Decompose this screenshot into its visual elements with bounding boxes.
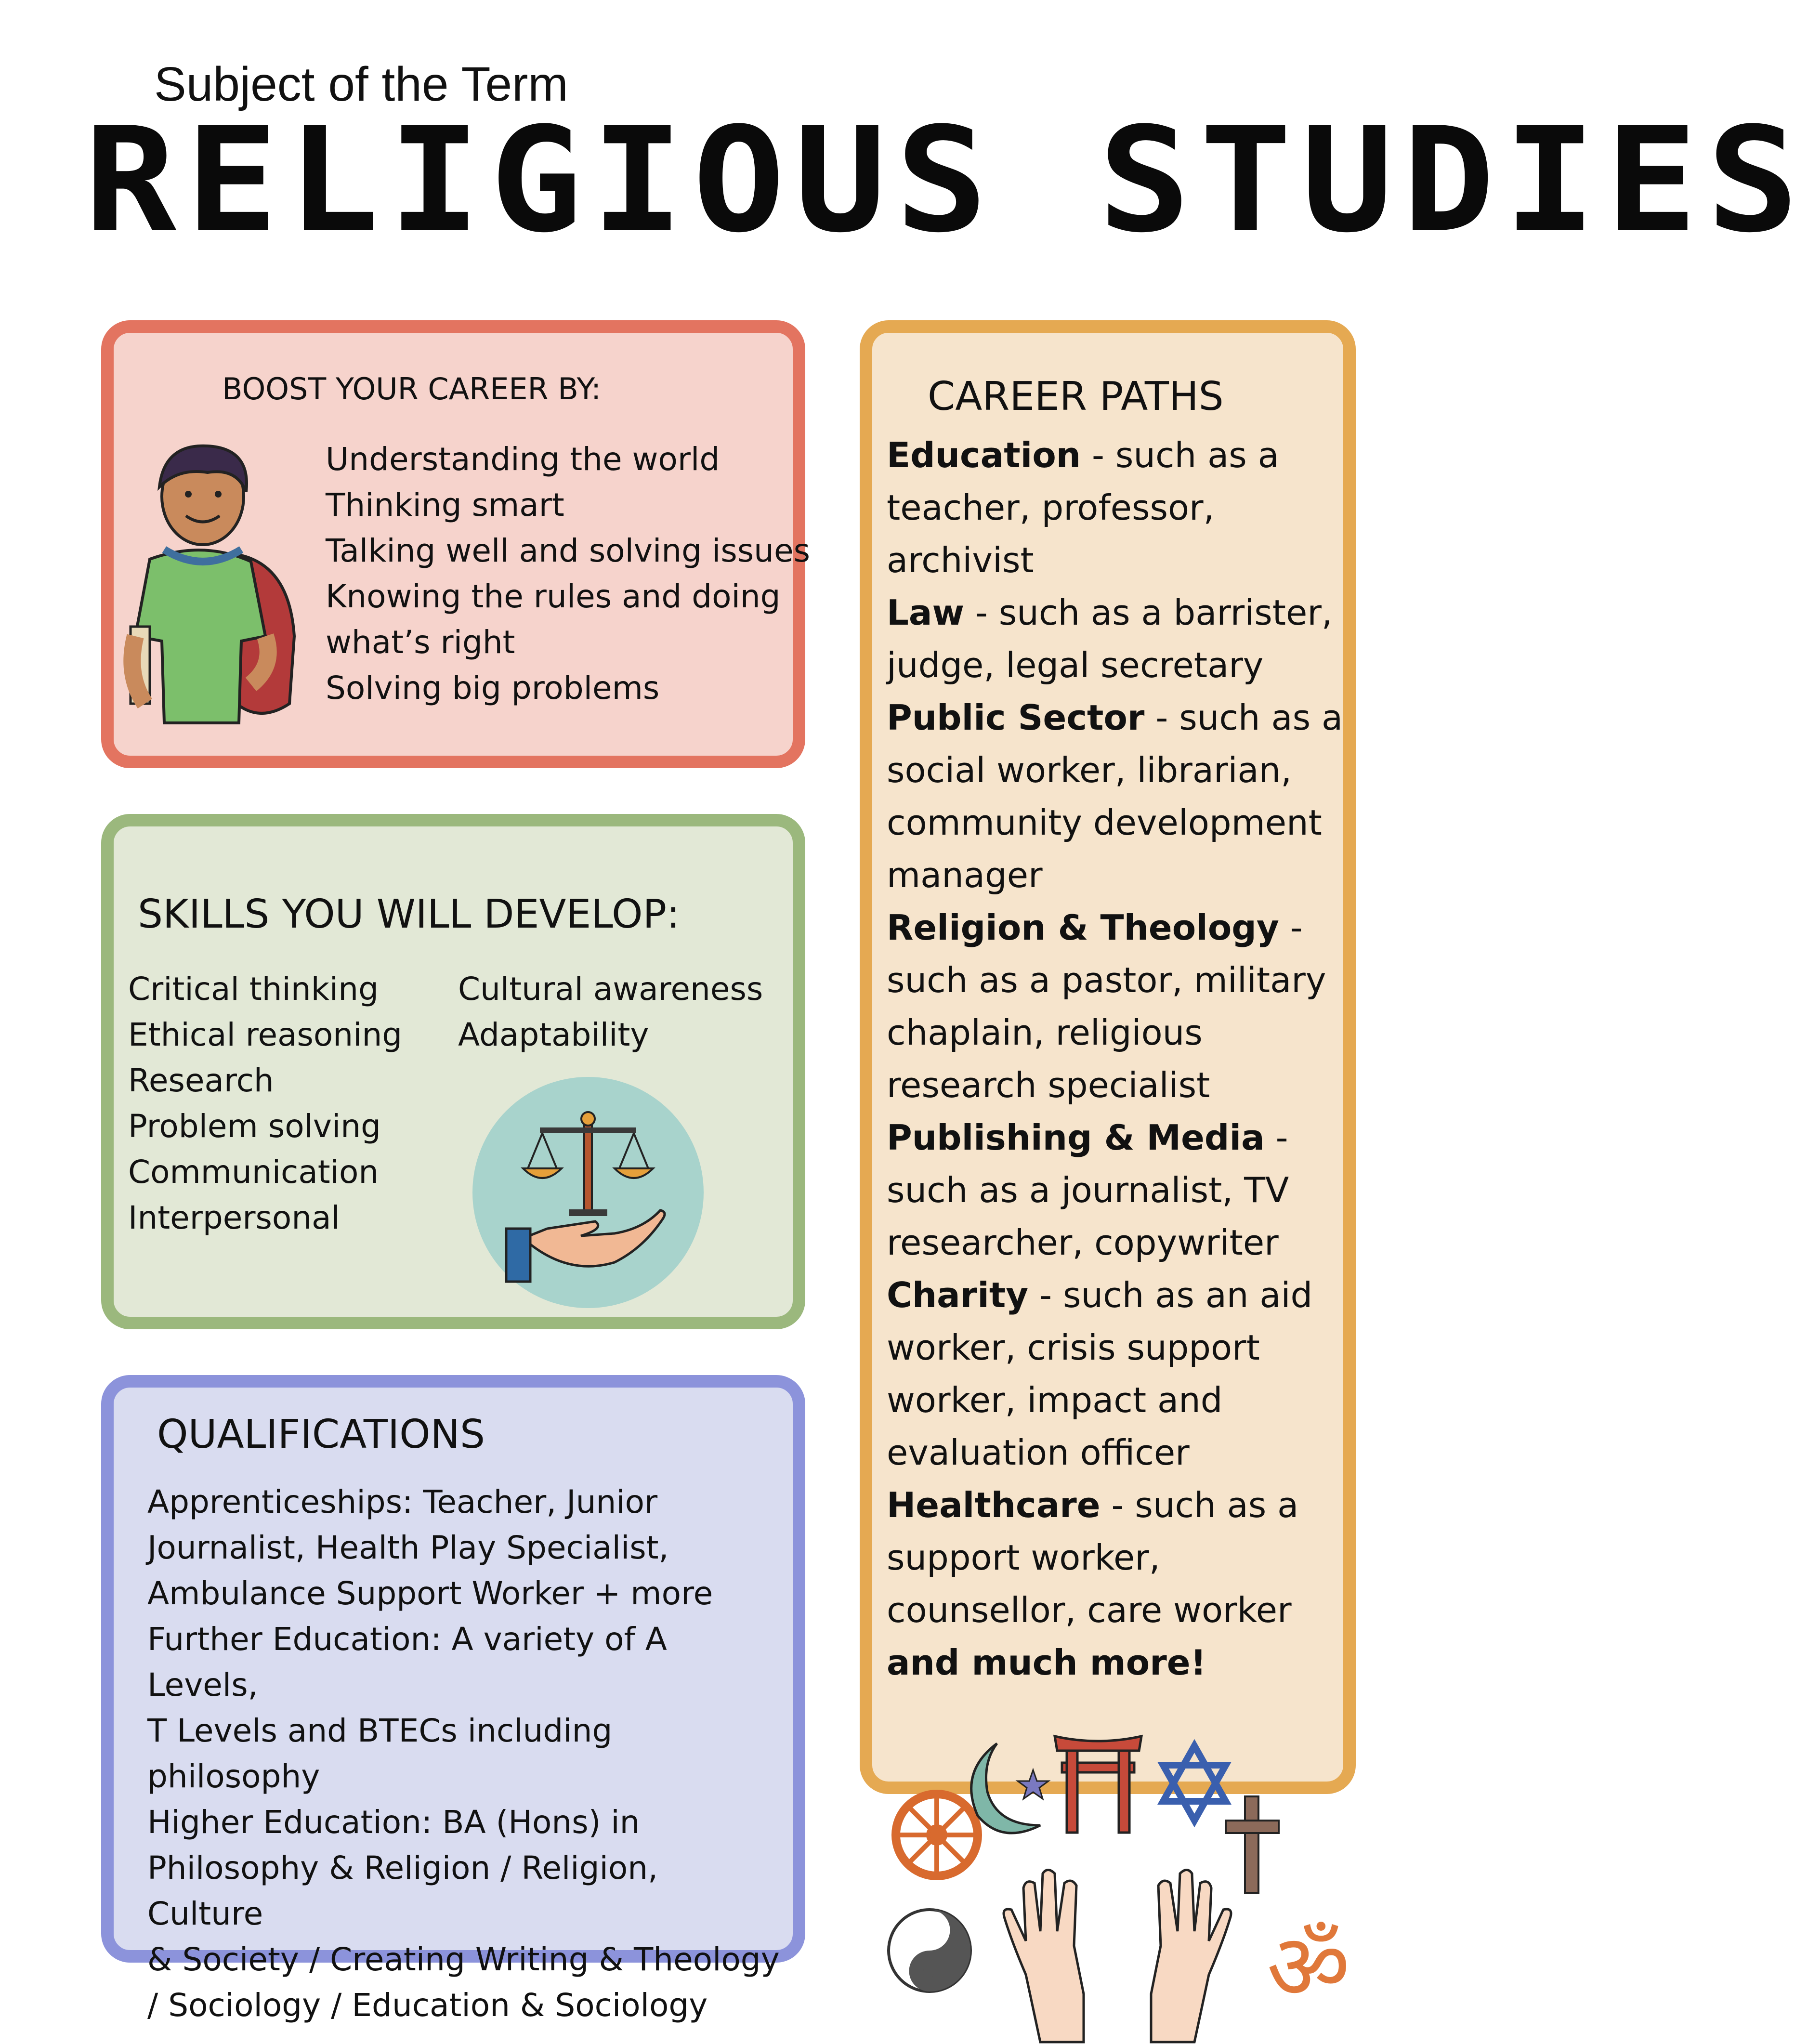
skills-card — [101, 814, 805, 1329]
boost-career-card — [101, 320, 810, 768]
list-item: Ethical reasoning — [128, 1016, 403, 1053]
scales-hand-icon — [470, 1074, 706, 1310]
career-detail: - such as a barrister, judge, legal secretary — [887, 592, 1333, 685]
career-entry-law — [887, 587, 1359, 692]
boost-title: BOOST YOUR CAREER BY: — [222, 371, 602, 406]
list-item: what’s right — [326, 624, 515, 661]
svg-text:ॐ: ॐ — [1267, 1914, 1350, 2020]
career-closing: and much more! — [887, 1642, 1206, 1683]
career-entry-publishing-media — [887, 1112, 1359, 1269]
list-item: Communication — [128, 1153, 379, 1191]
career-paths-title: CAREER PATHS — [928, 374, 1224, 419]
list-item: Research — [128, 1062, 274, 1099]
list-item: Solving big problems — [326, 669, 660, 707]
skills-title: SKILLS YOU WILL DEVELOP: — [138, 891, 680, 937]
dharma-wheel-icon — [896, 1794, 978, 1876]
career-paths-card — [860, 320, 1356, 1794]
qualifications-title: QUALIFICATIONS — [157, 1412, 485, 1457]
page-title: RELIGIOUS STUDIES — [84, 96, 1808, 264]
star-of-david-icon — [1163, 1746, 1226, 1821]
career-detail: - such as a teacher, professor, archivist — [887, 435, 1279, 580]
career-detail: - such as a support worker, counsellor, care worker — [887, 1485, 1299, 1630]
career-detail: - such as a social worker, librarian, community development manager — [887, 697, 1343, 895]
subtitle: Subject of the Term — [154, 57, 568, 111]
list-item: Adaptability — [458, 1016, 649, 1053]
career-heading: Public Sector — [887, 697, 1145, 738]
career-heading: Law — [887, 592, 964, 633]
skills-list-left — [128, 966, 402, 1241]
career-entry-healthcare — [887, 1479, 1359, 1637]
career-heading: Education — [887, 435, 1081, 475]
om-icon — [1267, 1914, 1350, 2020]
career-paths-list — [887, 429, 1359, 1689]
skills-list-right — [458, 966, 763, 1058]
list-item: Interpersonal — [128, 1199, 340, 1236]
list-item: Critical thinking — [128, 970, 379, 1008]
career-detail: - such as a journalist, TV researcher, copywriter — [887, 1117, 1289, 1263]
career-heading: Religion & Theology — [887, 907, 1279, 948]
list-item: Problem solving — [128, 1108, 381, 1145]
list-item: Thinking smart — [326, 486, 564, 524]
torii-gate-icon — [1055, 1736, 1141, 1833]
list-item: Knowing the rules and doing — [326, 578, 781, 615]
crescent-star-icon — [971, 1743, 1048, 1833]
career-entry-public-sector — [887, 692, 1359, 902]
list-item: Cultural awareness — [458, 970, 763, 1008]
career-heading: Charity — [887, 1275, 1029, 1315]
qualifications-card — [101, 1375, 805, 2024]
career-entry-charity — [887, 1269, 1359, 1479]
qualifications-text: Apprenticeships: Teacher, Junior Journalist, Health Play Specialist, Ambulance Support Worker + more Further Education: A variety of A Levels, T Levels and BTECs including philosophy Higher Education: BA (Hons) in Philosophy & Religion / Religion, Culture & Society / Creating Writing & Theology / Sociology / Education & Sociology — [147, 1483, 780, 2024]
open-hands-icon — [1004, 1870, 1231, 2043]
career-heading: Publishing & Media — [887, 1117, 1265, 1158]
career-entry-religion-theology — [887, 902, 1359, 1112]
list-item: Understanding the world — [326, 441, 720, 478]
career-detail: - such as an aid worker, crisis support worker, impact and evaluation officer — [887, 1275, 1313, 1473]
religious-symbols-illustration — [881, 1724, 1363, 2042]
cross-icon — [1226, 1796, 1279, 1893]
career-detail: - such as a pastor, military chaplain, religious research specialist — [887, 907, 1326, 1105]
career-entry-education — [887, 429, 1359, 587]
career-heading: Healthcare — [887, 1485, 1101, 1525]
yin-yang-icon — [889, 1910, 970, 1992]
list-item: Talking well and solving issues — [326, 532, 810, 569]
student-icon — [92, 434, 314, 742]
boost-list — [326, 436, 810, 711]
